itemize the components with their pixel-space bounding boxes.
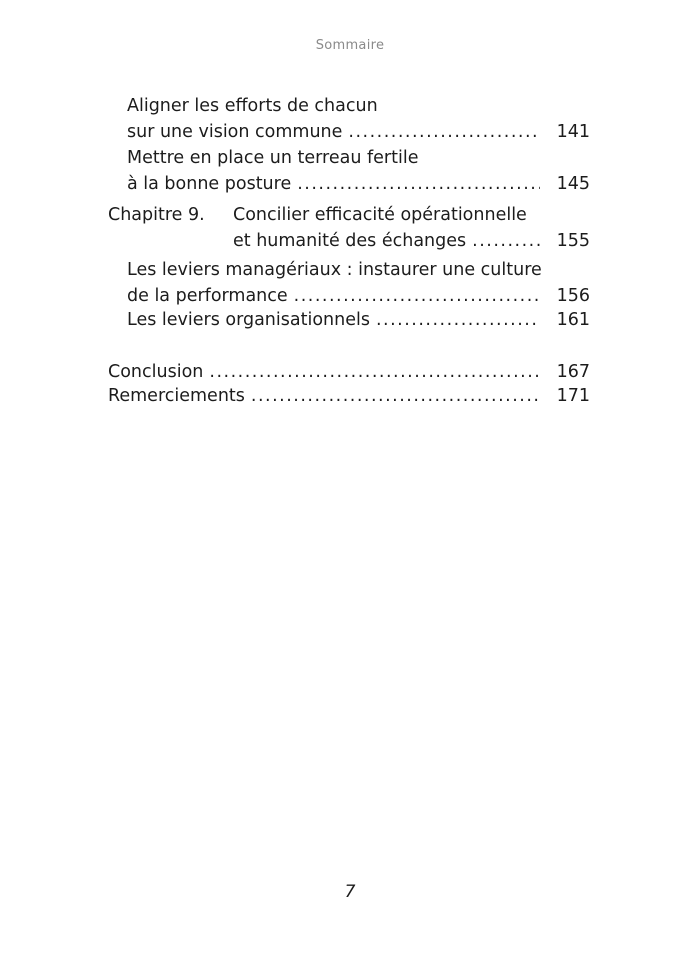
chapter-title-line1: Concilier efficacité opérationnelle xyxy=(233,205,527,225)
dot-leader xyxy=(472,229,540,253)
chapter-number: Chapitre 9. xyxy=(108,205,205,225)
toc-entry-label: Les leviers organisationnels xyxy=(127,310,370,330)
toc-entry-label: Remerciements xyxy=(108,386,245,406)
running-title: Sommaire xyxy=(315,38,385,53)
dot-leader xyxy=(209,360,540,384)
toc-page-number: 145 xyxy=(556,174,590,194)
toc-entry-leviers-manageriaux[interactable] xyxy=(127,284,590,308)
dot-leader xyxy=(251,384,540,408)
toc-entry-remerciements[interactable] xyxy=(108,384,590,408)
toc-page-number: 141 xyxy=(556,122,590,142)
dot-leader xyxy=(294,284,540,308)
toc-entry-terreau-line1: Mettre en place un terreau fertile xyxy=(127,148,419,168)
toc-entry-aligner[interactable] xyxy=(127,120,590,144)
toc-entry-label: de la performance xyxy=(127,286,288,306)
toc-page-number: 171 xyxy=(556,386,590,406)
toc-entry-label: sur une vision commune xyxy=(127,122,343,142)
toc-entry-conclusion[interactable] xyxy=(108,360,590,384)
toc-entry-label: à la bonne posture xyxy=(127,174,292,194)
dot-leader xyxy=(376,308,540,332)
toc-entry-terreau[interactable] xyxy=(127,172,590,196)
dot-leader xyxy=(348,120,540,144)
toc-page-number: 167 xyxy=(556,362,590,382)
toc-entry-chapter-9[interactable] xyxy=(233,229,590,253)
dot-leader xyxy=(297,172,540,196)
toc-entry-leviers-organisationnels[interactable] xyxy=(127,308,590,332)
toc-page-number: 155 xyxy=(556,231,590,251)
toc-page-number: 156 xyxy=(556,286,590,306)
toc-entry-aligner-line1: Aligner les efforts de chacun xyxy=(127,96,378,116)
toc-entry-label: et humanité des échanges xyxy=(233,231,467,251)
toc-entry-label: Conclusion xyxy=(108,362,204,382)
toc-entry-leviers-manageriaux-line1: Les leviers managériaux : instaurer une culture xyxy=(127,260,542,280)
toc-page-number: 161 xyxy=(556,310,590,330)
page-number: 7 xyxy=(344,882,356,902)
